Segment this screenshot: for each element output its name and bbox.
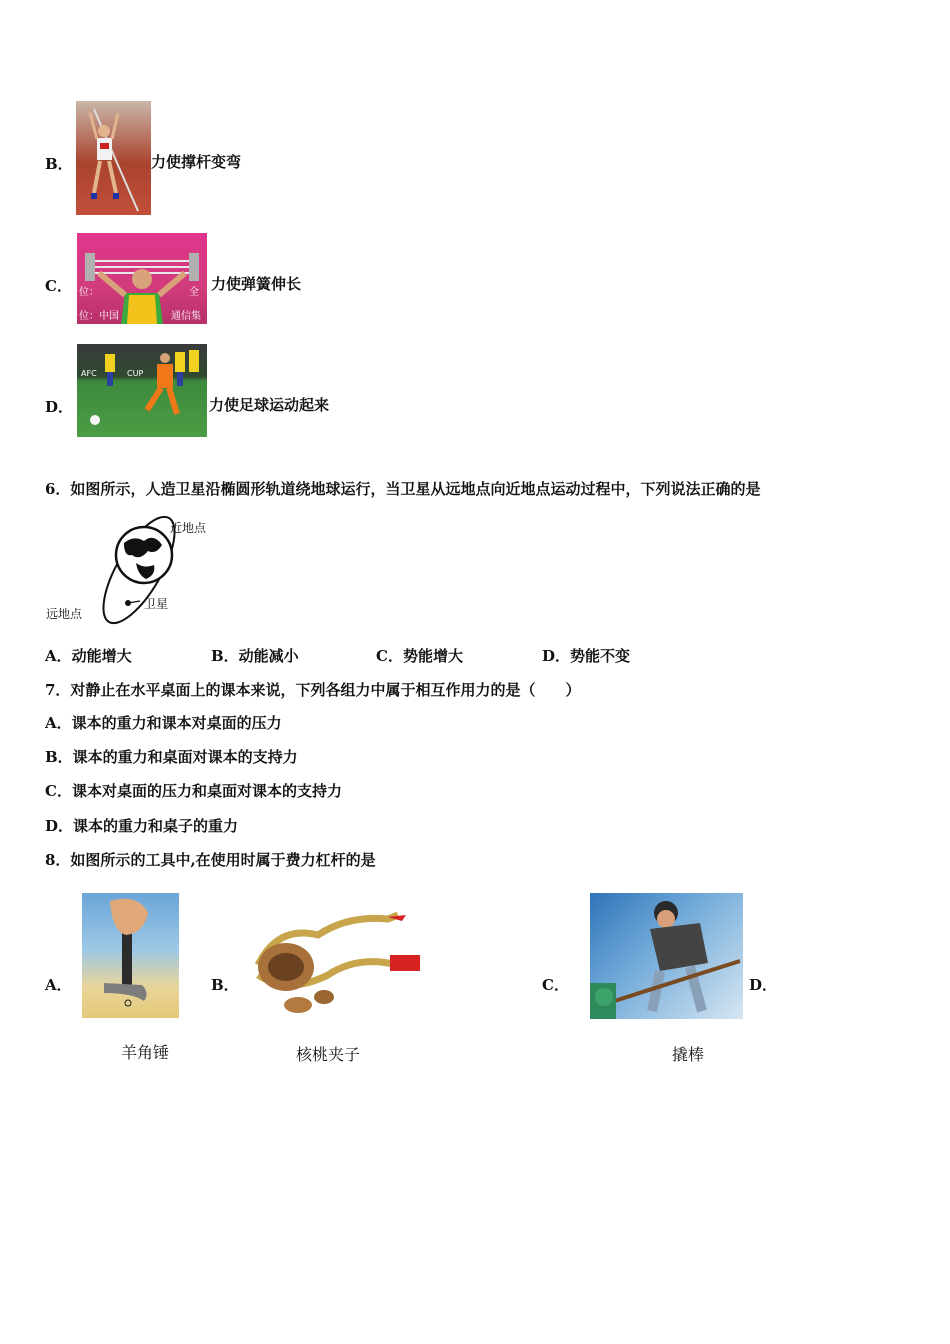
svg-text:通信集: 通信集 [171, 311, 201, 322]
option-text: 力使撑杆变弯 [151, 153, 242, 171]
option-text: 力使弹簧伸长 [211, 275, 302, 293]
option-letter-b: B． [211, 976, 239, 994]
satellite-label: 卫星 [144, 597, 169, 611]
question-6-stem: 6．如图所示，人造卫星沿椭圆形轨道绕地球运行，当卫星从远地点向近地点运动过程中，下列说法正确的是 [45, 480, 761, 498]
svg-text:位：: 位： [79, 287, 99, 298]
question-7-stem: 7．对静止在水平桌面上的课本来说，下列各组力中属于相互作用力的是（ ） [45, 681, 581, 699]
question-8-stem: 8．如图所示的工具中,在使用时属于费力杠杆的是 [45, 851, 376, 869]
option-letter-a: A． [45, 976, 72, 994]
soccer-kick-photo [77, 344, 207, 437]
option-letter-d: D． [749, 976, 778, 994]
option-b: B．课本的重力和桌面对课本的支持力 [45, 748, 298, 766]
option-d: D．课本的重力和桌子的重力 [45, 817, 239, 835]
pole-vaulter-photo [76, 101, 151, 215]
option-c: C．课本对桌面的压力和桌面对课本的支持力 [45, 782, 342, 800]
option-letter: C． [45, 277, 72, 295]
option-a: A．课本的重力和课本对桌面的压力 [45, 714, 282, 732]
svg-text:位：中国: 位：中国 [79, 311, 119, 322]
apogee-label: 远地点 [46, 607, 83, 621]
chest-expander-photo [77, 233, 207, 324]
option-letter-c: C． [542, 976, 569, 994]
option-text: 力使足球运动起来 [209, 396, 330, 414]
option-letter: B． [45, 155, 73, 173]
option-letter: D． [45, 398, 74, 416]
option-c: C．势能增大 [376, 647, 463, 665]
option-d: D．势能不变 [542, 647, 631, 665]
nutcracker-photo [238, 905, 428, 1020]
caption-claw-hammer: 羊角锤 [121, 1043, 170, 1062]
claw-hammer-photo [82, 893, 179, 1018]
svg-text:全: 全 [189, 287, 199, 298]
option-a: A．动能增大 [45, 647, 132, 665]
caption-nutcracker: 核桃夹子 [296, 1045, 361, 1064]
perigee-label: 近地点 [170, 521, 207, 535]
crowbar-photo [590, 893, 743, 1019]
satellite-orbit-figure [44, 515, 224, 625]
svg-text:AFC: AFC [81, 369, 97, 378]
option-b: B．动能减小 [211, 647, 299, 665]
svg-text:CUP: CUP [127, 369, 144, 378]
caption-crowbar: 撬棒 [672, 1045, 705, 1064]
